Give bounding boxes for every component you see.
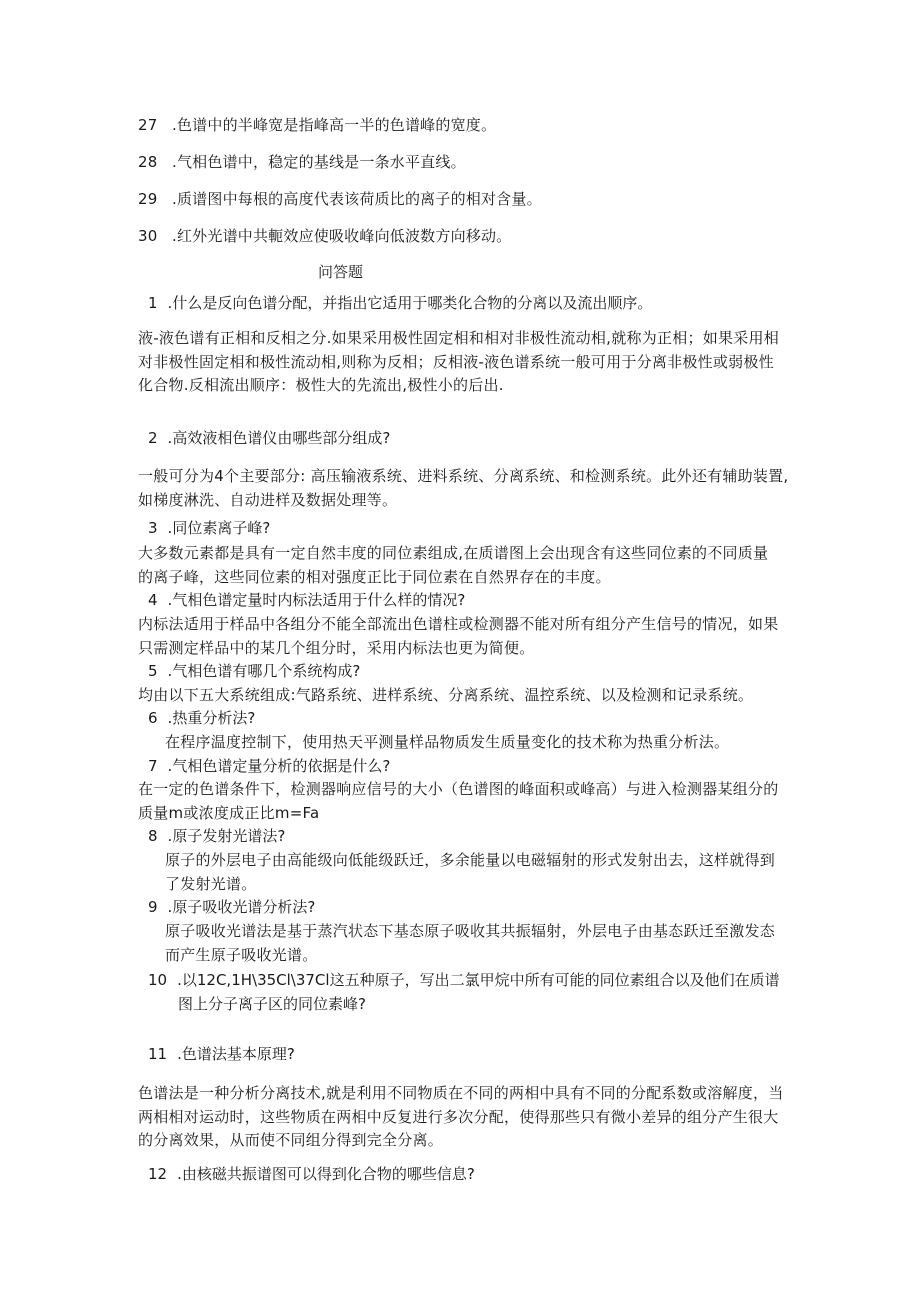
question-8 bbox=[148, 825, 285, 847]
answer-line: 均由以下五大系统组成:气路系统、进样系统、分离系统、温控系统、以及检测和记录系统。 bbox=[138, 686, 754, 704]
question-text: .原子吸收光谱分析法? bbox=[167, 898, 316, 916]
statement-28 bbox=[138, 151, 466, 173]
answer-line: 原子的外层电子由高能级向低能级跃迁，多余能量以电磁辐射的形式发射出去，这样就得到 bbox=[165, 851, 776, 869]
answer-6 bbox=[165, 731, 729, 755]
question-text: .气相色谱有哪几个系统构成? bbox=[167, 662, 361, 680]
statement-number: 28 bbox=[138, 153, 158, 171]
answer-11 bbox=[138, 1082, 784, 1153]
statement-29 bbox=[138, 188, 542, 210]
statement-number: 29 bbox=[138, 190, 158, 208]
answer-line: 一般可分为4个主要部分: 高压输液系统、进料系统、分离系统、和检测系统。此外还有辅助装置, bbox=[138, 467, 789, 485]
answer-line: 的离子峰，这些同位素的相对强度正比于同位素在自然界存在的丰度。 bbox=[138, 567, 611, 586]
question-number: 8 bbox=[148, 827, 158, 845]
answer-line: 只需测定样品中的某几个组分时，采用内标法也更为简便。 bbox=[138, 638, 535, 657]
question-11 bbox=[148, 1043, 295, 1065]
question-10 bbox=[148, 969, 780, 991]
answer-7 bbox=[138, 778, 779, 825]
question-text: .以12C,1H\35Cl\37Cl这五种原子，写出二氯甲烷中所有可能的同位素组合以及他们在质谱 bbox=[177, 971, 780, 989]
answer-4 bbox=[138, 613, 779, 660]
question-4 bbox=[148, 589, 465, 611]
statement-27 bbox=[138, 114, 496, 136]
question-number: 12 bbox=[148, 1165, 168, 1183]
answer-line: 液-液色谱有正相和反相之分.如果采用极性固定相和相对非极性流动相,就称为正相；如果采用相 bbox=[138, 329, 779, 347]
question-number: 4 bbox=[148, 591, 158, 609]
answer-5 bbox=[138, 684, 753, 708]
question-text: .同位素离子峰? bbox=[167, 519, 271, 537]
answer-8 bbox=[165, 849, 775, 896]
question-number: 2 bbox=[148, 429, 158, 447]
answer-line: 化合物.反相流出顺序：极性大的先流出,极性小的后出. bbox=[138, 376, 504, 394]
answer-line: 而产生原子吸收光谱。 bbox=[165, 945, 318, 964]
answer-line: 质量m或浓度成正比m=Fa bbox=[138, 803, 320, 822]
statement-number: 27 bbox=[138, 116, 158, 134]
answer-line: 色谱法是一种分析分离技术,就是利用不同物质在不同的两相中具有不同的分配系数或溶解度，当 bbox=[138, 1084, 784, 1102]
question-text: .气相色谱定量时内标法适用于什么样的情况? bbox=[167, 591, 466, 609]
answer-line: 原子吸收光谱法是基于蒸汽状态下基态原子吸收其共振辐射，外层电子由基态跃迁至激发态 bbox=[165, 922, 776, 940]
question-number: 6 bbox=[148, 709, 158, 727]
question-number: 11 bbox=[148, 1045, 168, 1063]
statement-text: .色谱中的半峰宽是指峰高一半的色谱峰的宽度。 bbox=[172, 116, 497, 134]
question-text: .色谱法基本原理? bbox=[177, 1045, 295, 1063]
question-2 bbox=[148, 427, 390, 449]
question-3 bbox=[148, 517, 270, 539]
statement-text: .气相色谱中，稳定的基线是一条水平直线。 bbox=[172, 153, 466, 171]
question-5 bbox=[148, 660, 360, 682]
section-title: 问答题 bbox=[318, 263, 364, 281]
answer-line: 的分离效果，从而使不同组分得到完全分离。 bbox=[138, 1131, 444, 1149]
answer-9 bbox=[165, 920, 775, 967]
answer-line: 两相相对运动时，这些物质在两相中反复进行多次分配，使得那些只有微小差异的组分产生很大 bbox=[138, 1107, 779, 1126]
question-1 bbox=[148, 292, 652, 314]
question-number: 1 bbox=[148, 294, 158, 312]
answer-line: 如梯度淋洗、自动进样及数据处理等。 bbox=[138, 490, 398, 509]
question-12 bbox=[148, 1163, 475, 1185]
question-text: .气相色谱定量分析的依据是什么? bbox=[167, 757, 391, 775]
answer-line: 大多数元素都是具有一定自然丰度的同位素组成,在质谱图上会出现含有这些同位素的不同质量 bbox=[138, 544, 769, 562]
question-text: .原子发射光谱法? bbox=[167, 827, 286, 845]
question-text: .高效液相色谱仪由哪些部分组成? bbox=[167, 429, 391, 447]
question-10-continued: 图上分子离子区的同位素峰? bbox=[178, 995, 366, 1013]
answer-2 bbox=[138, 465, 788, 512]
question-6 bbox=[148, 707, 255, 729]
question-number: 3 bbox=[148, 519, 158, 537]
question-number: 9 bbox=[148, 898, 158, 916]
answer-line: 内标法适用于样品中各组分不能全部流出色谱柱或检测器不能对所有组分产生信号的情况，如果 bbox=[138, 615, 779, 633]
statement-number: 30 bbox=[138, 227, 158, 245]
answer-line: 对非极性固定相和极性流动相,则称为反相；反相液-液色谱系统一般可用于分离非极性或弱极性 bbox=[138, 352, 774, 371]
answer-3 bbox=[138, 542, 768, 589]
answer-line: 在一定的色谱条件下，检测器响应信号的大小（色谱图的峰面积或峰高）与进入检测器某组分的 bbox=[138, 780, 779, 798]
statement-30 bbox=[138, 225, 511, 247]
question-number: 10 bbox=[148, 971, 168, 989]
question-text: .由核磁共振谱图可以得到化合物的哪些信息? bbox=[177, 1165, 475, 1183]
answer-line: 在程序温度控制下，使用热天平测量样品物质发生质量变化的技术称为热重分析法。 bbox=[165, 733, 730, 751]
statement-text: .红外光谱中共軛效应使吸收峰向低波数方向移动。 bbox=[172, 227, 512, 245]
question-number: 5 bbox=[148, 662, 158, 680]
question-text: .热重分析法? bbox=[167, 709, 256, 727]
answer-1 bbox=[138, 327, 779, 398]
statement-text: .质谱图中每根的高度代表该荷质比的离子的相对含量。 bbox=[172, 190, 542, 208]
question-7 bbox=[148, 755, 390, 777]
question-text: .什么是反向色谱分配，并指出它适用于哪类化合物的分离以及流出顺序。 bbox=[167, 294, 653, 312]
question-9 bbox=[148, 896, 315, 918]
answer-line: 了发射光谱。 bbox=[165, 874, 257, 893]
question-number: 7 bbox=[148, 757, 158, 775]
